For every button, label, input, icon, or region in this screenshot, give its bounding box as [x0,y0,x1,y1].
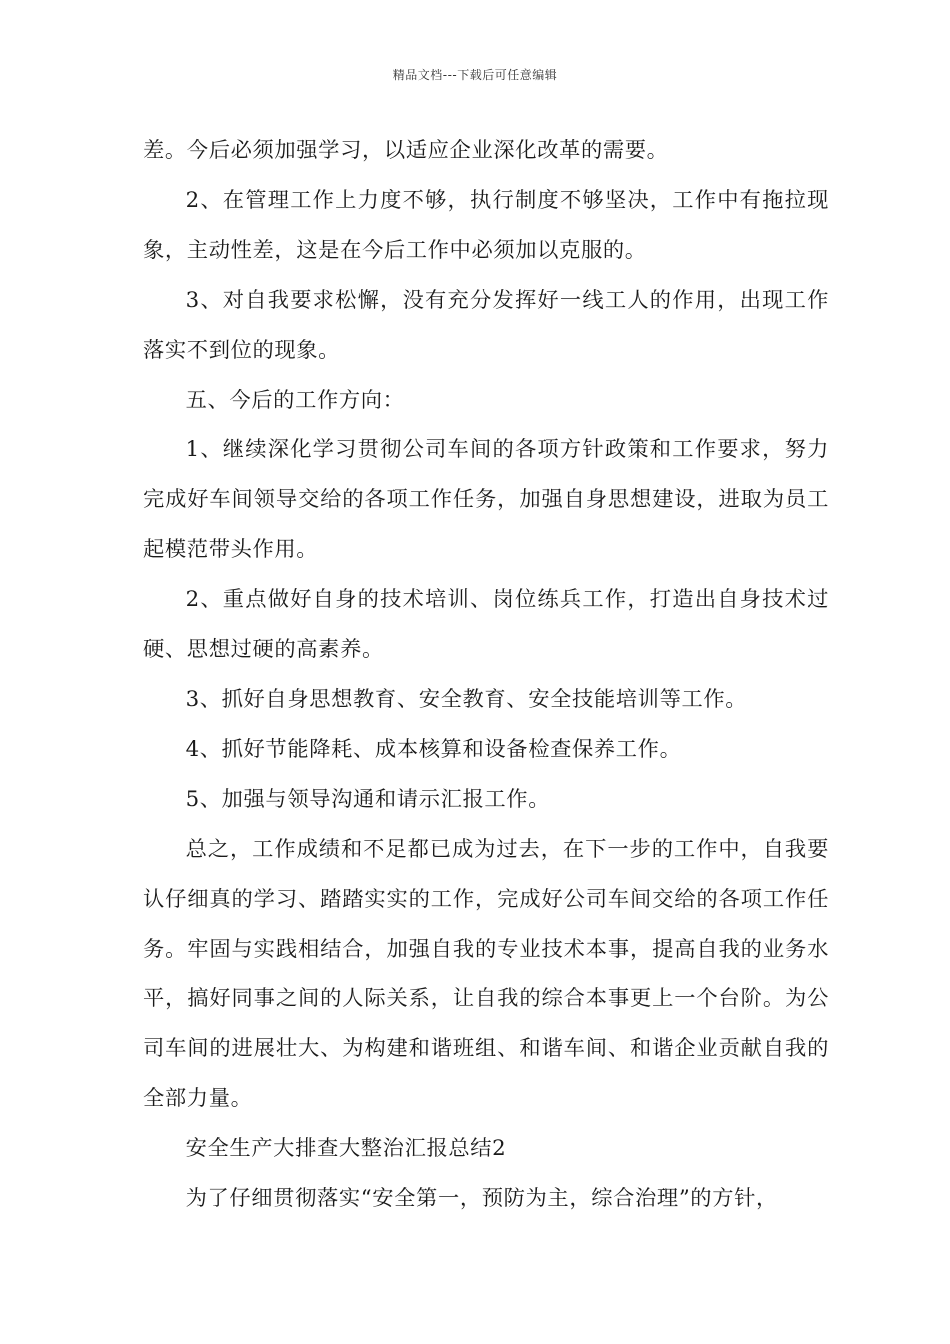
section-heading-future-direction: 五、今后的工作方向： [185,387,405,413]
paragraph-continuation: 差。今后必须加强学习，以适应企业深化改革的需要。 [143,138,669,163]
paragraph-direction-2: 2、重点做好自身的技术培训、岗位练兵工作，打造出自身技术过硬、思想过硬的高素养。 [143,587,829,663]
document-title-2: 安全生产大排查大整治汇报总结2 [185,1136,507,1162]
paragraph-direction-4: 4、抓好节能降耗、成本核算和设备检查保养工作。 [185,736,682,762]
paragraph-item-3-self-requirement: 3、对自我要求松懈，没有充分发挥好一线工人的作用，出现工作落实不到位的现象。 [143,287,829,363]
page-header-watermark: 精品文档---下载后可任意编辑 [392,68,558,82]
paragraph-item-2-management: 2、在管理工作上力度不够，执行制度不够坚决，工作中有拖拉现象，主动性差，这是在今后工作中必须加以克服的。 [143,187,829,263]
paragraph-intro-2: 为了仔细贯彻落实“安全第一，预防为主，综合治理”的方针， [185,1186,778,1212]
paragraph-direction-1: 1、继续深化学习贯彻公司车间的各项方针政策和工作要求，努力完成好车间领导交给的各项工作任务，加强自身思想建设，进取为员工起模范带头作用。 [143,437,829,563]
paragraph-direction-5: 5、加强与领导沟通和请示汇报工作。 [185,786,551,812]
document-body [143,126,829,1224]
paragraph-direction-3: 3、抓好自身思想教育、安全教育、安全技能培训等工作。 [185,686,748,712]
paragraph-summary: 总之，工作成绩和不足都已成为过去，在下一步的工作中，自我要认仔细真的学习、踏踏实实的工作，完成好公司车间交给的各项工作任务。牢固与实践相结合，加强自我的专业技术本事，提高自我的业务水平，搞好同事之间的人际关系，让自我的综合本事更上一个台阶。为公司车间的进展壮大、为构建和谐班组、和谐车间、和谐企业贡献自我的全部力量。 [143,836,829,1112]
